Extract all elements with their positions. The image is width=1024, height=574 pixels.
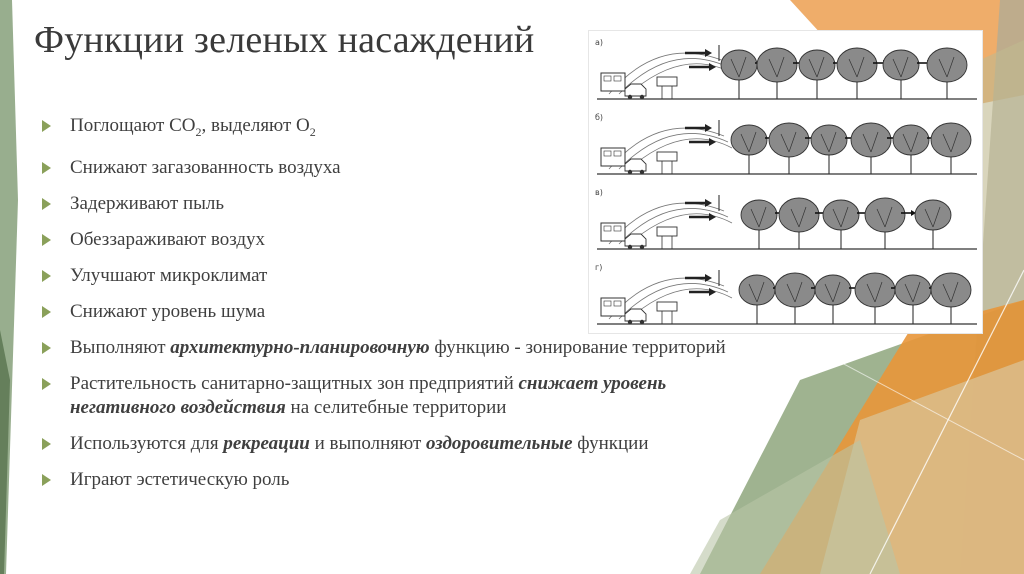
tree-crown: [799, 50, 835, 80]
car-icon: [625, 84, 646, 96]
bullet-text: Используются для: [70, 432, 224, 454]
panel-label: б): [595, 113, 604, 122]
wheel-icon: [640, 320, 644, 324]
bullet-text: на селитебные территории: [285, 396, 507, 418]
bullet-text: Снижают загазованность воздуха: [70, 156, 341, 178]
bullet-item: [40, 336, 740, 360]
tree-crown: [823, 200, 859, 230]
wheel-icon: [628, 95, 632, 99]
wheel-icon: [640, 95, 644, 99]
bullet-text: Играют эстетическую роль: [70, 468, 290, 490]
car-icon: [625, 234, 646, 246]
bullet-text: Улучшают микроклимат: [70, 264, 268, 286]
bullet-arrow-icon: [42, 162, 51, 174]
bus-icon: [601, 223, 625, 241]
bullet-item: [40, 468, 740, 492]
sign-board-icon: [657, 77, 677, 86]
bullet-item: [40, 372, 740, 420]
bullet-arrow-icon: [42, 438, 51, 450]
tree-crown: [915, 200, 951, 230]
emphasis-text: архитектурно-планировочную: [170, 336, 430, 358]
emphasis-text: рекреации: [223, 432, 310, 454]
sign-board-icon: [657, 227, 677, 236]
wheel-icon: [628, 170, 632, 174]
tree-crown: [815, 275, 851, 305]
tree-belt-illustration: [588, 30, 983, 334]
bus-icon: [601, 73, 625, 91]
bullet-text: функцию - зонирование территорий: [429, 336, 726, 358]
slide-title: Функции зеленых насаждений: [34, 19, 535, 61]
panel-label: а): [595, 38, 604, 47]
bullet-item: [40, 432, 740, 456]
tree-crown: [721, 50, 757, 80]
sign-board-icon: [657, 302, 677, 311]
tree-crown: [883, 50, 919, 80]
emphasis-text: оздоровительные: [426, 432, 573, 454]
subscript-text: 2: [195, 124, 202, 139]
bullet-arrow-icon: [42, 342, 51, 354]
bullet-text: Обеззараживают воздух: [70, 228, 266, 250]
bullet-arrow-icon: [42, 270, 51, 282]
bullet-text: Задерживают пыль: [70, 192, 225, 214]
tree-crown: [811, 125, 847, 155]
tree-crown: [731, 125, 767, 155]
bullet-text: Растительность санитарно-защитных зон предприятий: [70, 372, 519, 394]
bullet-text: функции: [572, 432, 649, 454]
tree-crown: [741, 200, 777, 230]
wheel-icon: [628, 245, 632, 249]
bullet-arrow-icon: [42, 234, 51, 246]
wind-arrow-head: [709, 288, 716, 296]
wind-arrow-head: [709, 213, 716, 221]
bullet-arrow-icon: [42, 474, 51, 486]
emphasis-text: снижает уровень негативного воздействия: [70, 372, 667, 418]
bullet-arrow-icon: [42, 198, 51, 210]
car-icon: [625, 309, 646, 321]
wheel-icon: [640, 170, 644, 174]
tree-crown: [895, 275, 931, 305]
car-icon: [625, 159, 646, 171]
bullet-text: Поглощают CO: [70, 115, 196, 136]
sign-board-icon: [657, 152, 677, 161]
tree-crown: [893, 125, 929, 155]
wind-arrow-head: [709, 63, 716, 71]
bus-icon: [601, 148, 625, 166]
bullet-arrow-icon: [42, 306, 51, 318]
bullet-text: Выполняют: [70, 336, 171, 358]
bullet-text: и выполняют: [309, 432, 427, 454]
bullet-arrow-icon: [42, 120, 51, 132]
tree-crown: [739, 275, 775, 305]
panel-label: г): [595, 263, 603, 272]
subscript-text: 2: [309, 124, 316, 139]
wheel-icon: [640, 245, 644, 249]
panel-label: в): [595, 188, 603, 197]
wind-arrow-head: [709, 138, 716, 146]
bullet-text: , выделяют O: [201, 115, 310, 136]
left-decoration-strip: [0, 0, 22, 574]
bullet-text: Снижают уровень шума: [70, 300, 266, 322]
bullet-arrow-icon: [42, 378, 51, 390]
wheel-icon: [628, 320, 632, 324]
